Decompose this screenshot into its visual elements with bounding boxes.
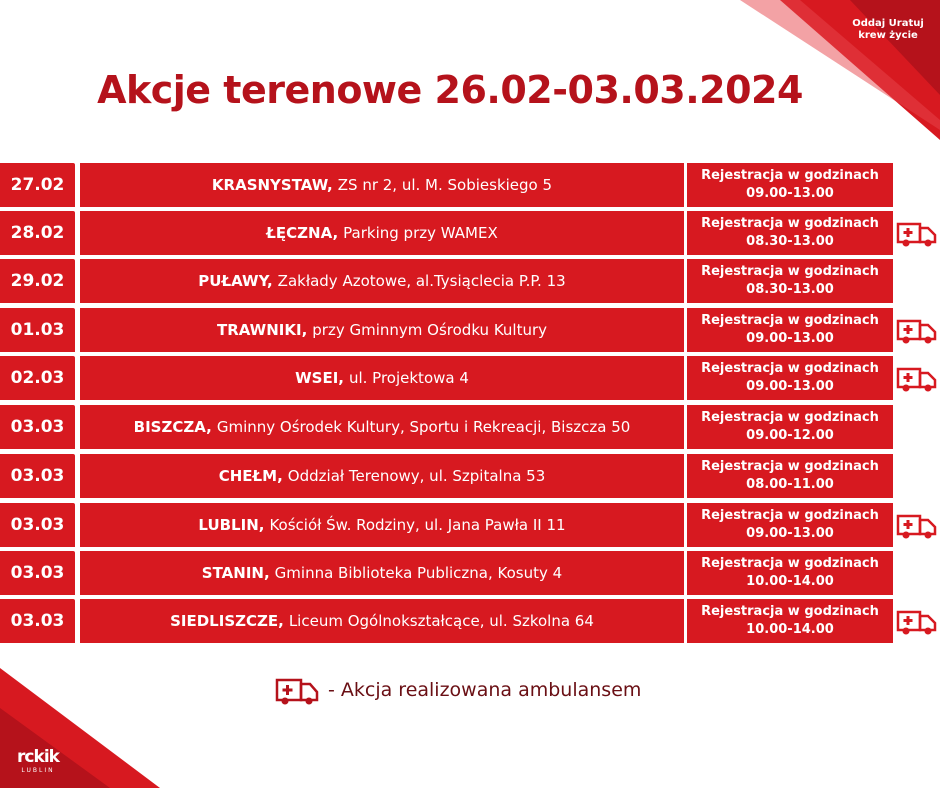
registration-label: Rejestracja w godzinach: [701, 508, 879, 523]
registration-hours: 08.30-13.00: [746, 234, 834, 249]
ambulance-icon: [896, 510, 938, 540]
event-location: [80, 503, 684, 547]
event-address: Gminny Ośrodek Kultury, Sportu i Rekreacji, Biszcza 50: [216, 418, 631, 436]
event-registration: [687, 405, 893, 449]
event-registration: [687, 551, 893, 595]
event-date: 01.03: [0, 308, 75, 352]
event-date: 28.02: [0, 211, 75, 255]
event-location: [80, 599, 684, 643]
event-address: Kościół Św. Rodziny, ul. Jana Pawła II 11: [269, 516, 566, 534]
registration-label: Rejestracja w godzinach: [701, 459, 879, 474]
event-location: [80, 454, 684, 498]
event-town: WSEI,: [295, 369, 344, 387]
event-row: [0, 503, 940, 547]
oddaj-krew-logo: Oddaj Uratuj krew życie: [852, 18, 924, 41]
registration-hours: 09.00-13.00: [746, 331, 834, 346]
event-town: STANIN,: [201, 564, 270, 582]
event-date: 03.03: [0, 454, 75, 498]
ambulance-icon: [274, 674, 320, 706]
event-row: [0, 405, 940, 449]
event-row: [0, 308, 940, 352]
event-location: [80, 405, 684, 449]
ambulance-icon: [896, 606, 938, 636]
event-registration: [687, 163, 893, 207]
event-registration: [687, 599, 893, 643]
event-row: [0, 259, 940, 303]
event-address: Liceum Ogólnokształcące, ul. Szkolna 64: [288, 612, 594, 630]
registration-label: Rejestracja w godzinach: [701, 361, 879, 376]
event-date: 02.03: [0, 356, 75, 400]
event-location: [80, 308, 684, 352]
event-row: [0, 454, 940, 498]
event-registration: [687, 356, 893, 400]
event-town: CHEŁM,: [218, 467, 283, 485]
event-address: Parking przy WAMEX: [343, 224, 498, 242]
page-title: Akcje terenowe 26.02-03.03.2024: [97, 68, 803, 112]
event-registration: [687, 308, 893, 352]
registration-hours: 10.00-14.00: [746, 574, 834, 589]
event-row: [0, 163, 940, 207]
event-address: ZS nr 2, ul. M. Sobieskiego 5: [337, 176, 553, 194]
registration-hours: 10.00-14.00: [746, 622, 834, 637]
ambulance-icon: [896, 363, 938, 393]
registration-label: Rejestracja w godzinach: [701, 410, 879, 425]
event-location: [80, 163, 684, 207]
event-town: BISZCZA,: [133, 418, 212, 436]
event-address: ul. Projektowa 4: [348, 369, 469, 387]
registration-hours: 09.00-13.00: [746, 186, 834, 201]
legend: [274, 674, 641, 706]
event-town: PUŁAWY,: [198, 272, 273, 290]
event-address: Zakłady Azotowe, al.Tysiąclecia P.P. 13: [277, 272, 566, 290]
event-town: SIEDLISZCZE,: [170, 612, 284, 630]
event-location: [80, 211, 684, 255]
registration-label: Rejestracja w godzinach: [701, 604, 879, 619]
ambulance-icon: [896, 218, 938, 248]
event-location: [80, 259, 684, 303]
event-date: 03.03: [0, 599, 75, 643]
event-registration: [687, 259, 893, 303]
registration-label: Rejestracja w godzinach: [701, 313, 879, 328]
registration-hours: 09.00-12.00: [746, 428, 834, 443]
event-date: 27.02: [0, 163, 75, 207]
rckik-logo: rckik LUBLIN: [17, 747, 59, 774]
event-registration: [687, 211, 893, 255]
event-date: 29.02: [0, 259, 75, 303]
event-date: 03.03: [0, 503, 75, 547]
registration-label: Rejestracja w godzinach: [701, 168, 879, 183]
registration-hours: 09.00-13.00: [746, 526, 834, 541]
registration-label: Rejestracja w godzinach: [701, 216, 879, 231]
event-town: ŁĘCZNA,: [266, 224, 339, 242]
event-location: [80, 551, 684, 595]
event-town: LUBLIN,: [198, 516, 265, 534]
event-registration: [687, 454, 893, 498]
registration-label: Rejestracja w godzinach: [701, 264, 879, 279]
event-address: przy Gminnym Ośrodku Kultury: [312, 321, 548, 339]
event-address: Gminna Biblioteka Publiczna, Kosuty 4: [274, 564, 563, 582]
event-row: [0, 551, 940, 595]
event-town: KRASNYSTAW,: [211, 176, 333, 194]
event-row: [0, 356, 940, 400]
ambulance-icon: [896, 315, 938, 345]
event-row: [0, 211, 940, 255]
registration-hours: 08.00-11.00: [746, 477, 834, 492]
event-date: 03.03: [0, 405, 75, 449]
registration-label: Rejestracja w godzinach: [701, 556, 879, 571]
event-date: 03.03: [0, 551, 75, 595]
event-row: [0, 599, 940, 643]
legend-text: - Akcja realizowana ambulansem: [328, 679, 642, 701]
event-registration: [687, 503, 893, 547]
registration-hours: 08.30-13.00: [746, 282, 834, 297]
event-address: Oddział Terenowy, ul. Szpitalna 53: [287, 467, 546, 485]
event-location: [80, 356, 684, 400]
event-town: TRAWNIKI,: [216, 321, 308, 339]
registration-hours: 09.00-13.00: [746, 379, 834, 394]
